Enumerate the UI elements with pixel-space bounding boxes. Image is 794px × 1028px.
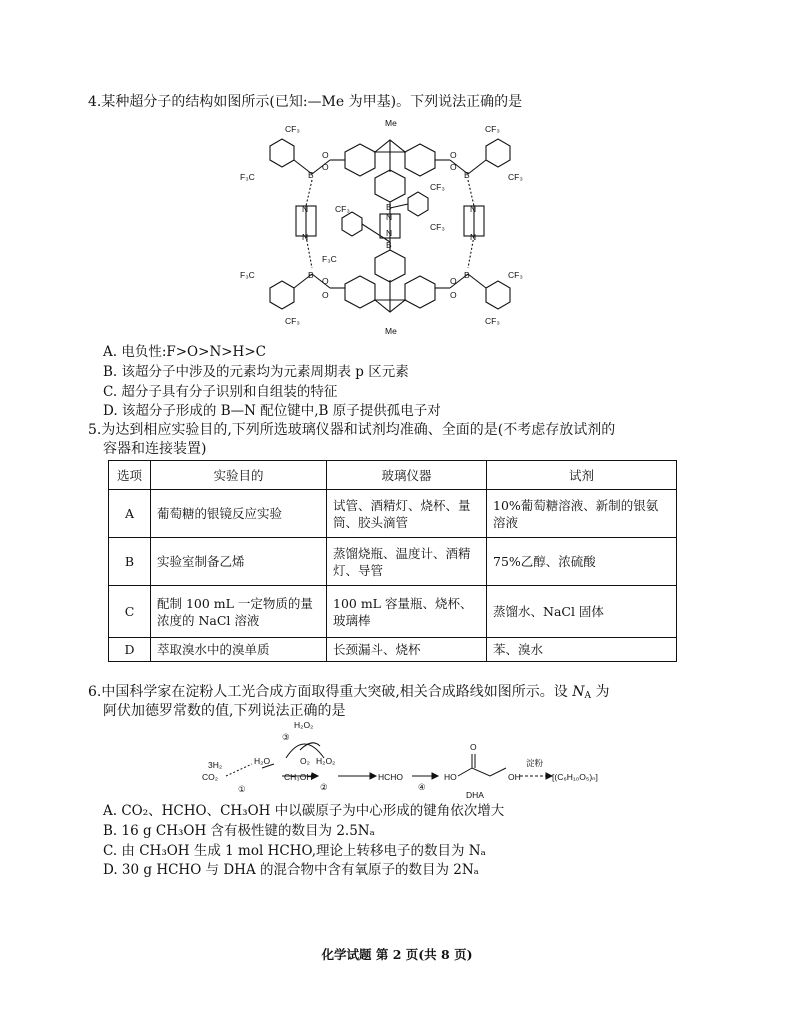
cell-glassware: 试管、酒精灯、烧杯、量筒、胶头滴管 bbox=[327, 490, 487, 538]
cell-glassware: 100 mL 容量瓶、烧杯、玻璃棒 bbox=[327, 586, 487, 638]
q4-stem: 4.某种超分子的结构如图所示(已知:—Me 为甲基)。下列说法正确的是 bbox=[88, 94, 523, 110]
table-row bbox=[109, 586, 677, 638]
q4-option-a: A. 电负性:F>O>N>H>C bbox=[103, 344, 266, 360]
svg-text:N: N bbox=[386, 212, 393, 222]
svg-text:O₂: O₂ bbox=[300, 756, 310, 766]
cell-goal: 葡萄糖的银镜反应实验 bbox=[151, 490, 327, 538]
svg-text:OH: OH bbox=[508, 772, 521, 782]
svg-text:H₂O: H₂O bbox=[254, 756, 271, 766]
q5-stem-line1: 5.为达到相应实验目的,下列所选玻璃仪器和试剂均准确、全面的是(不考虑存放试剂的 bbox=[88, 422, 616, 438]
table-row bbox=[109, 638, 677, 662]
q6-option-c: C. 由 CH₃OH 生成 1 mol HCHO,理论上转移电子的数目为 Nₐ bbox=[103, 843, 486, 859]
q6-option-d: D. 30 g HCHO 与 DHA 的混合物中含有氧原子的数目为 2Nₐ bbox=[103, 862, 479, 878]
svg-text:N: N bbox=[386, 228, 393, 238]
cell-option: D bbox=[109, 638, 151, 662]
page-footer: 化学试题 第 2 页(共 8 页) bbox=[321, 947, 473, 962]
svg-text:Me: Me bbox=[385, 326, 397, 336]
svg-text:B: B bbox=[308, 170, 314, 180]
svg-text:3H₂: 3H₂ bbox=[208, 760, 223, 770]
svg-text:CF₃: CF₃ bbox=[335, 204, 350, 214]
svg-text:淀粉: 淀粉 bbox=[526, 758, 544, 768]
table-row bbox=[109, 538, 677, 586]
svg-text:④: ④ bbox=[418, 782, 426, 792]
q6-option-b: B. 16 g CH₃OH 含有极性键的数目为 2.5Nₐ bbox=[103, 823, 375, 839]
svg-text:CF₃: CF₃ bbox=[285, 124, 300, 134]
svg-text:F₃C: F₃C bbox=[322, 254, 337, 264]
svg-text:B: B bbox=[464, 270, 470, 280]
svg-text:B: B bbox=[464, 170, 470, 180]
svg-text:O: O bbox=[322, 162, 329, 172]
header-goal: 实验目的 bbox=[151, 461, 327, 490]
q4-option-d: D. 该超分子形成的 B—N 配位键中,B 原子提供孤电子对 bbox=[103, 403, 441, 419]
svg-text:CF₃: CF₃ bbox=[508, 172, 523, 182]
q5-table bbox=[108, 460, 677, 662]
cell-glassware: 蒸馏烧瓶、温度计、酒精灯、导管 bbox=[327, 538, 487, 586]
svg-text:B: B bbox=[308, 270, 314, 280]
cell-reagent: 蒸馏水、NaCl 固体 bbox=[487, 586, 677, 638]
svg-text:O: O bbox=[450, 276, 457, 286]
q4-option-b: B. 该超分子中涉及的元素均为元素周期表 p 区元素 bbox=[103, 364, 409, 380]
svg-text:[(C₆H₁₀O₅)ₙ]: [(C₆H₁₀O₅)ₙ] bbox=[552, 772, 598, 782]
svg-text:HO: HO bbox=[444, 772, 457, 782]
svg-text:B: B bbox=[386, 202, 392, 212]
table-row bbox=[109, 490, 677, 538]
svg-text:B: B bbox=[386, 240, 392, 250]
svg-text:F₃C: F₃C bbox=[240, 172, 255, 182]
svg-text:O: O bbox=[450, 162, 457, 172]
svg-text:①: ① bbox=[238, 784, 246, 794]
svg-text:②: ② bbox=[320, 782, 328, 792]
svg-text:CF₃: CF₃ bbox=[485, 124, 500, 134]
cell-goal: 配制 100 mL 一定物质的量浓度的 NaCl 溶液 bbox=[151, 586, 327, 638]
svg-text:N: N bbox=[470, 232, 477, 242]
svg-text:CH₃OH: CH₃OH bbox=[284, 772, 313, 782]
q5-stem-line2: 容器和连接装置) bbox=[103, 441, 207, 457]
svg-text:O: O bbox=[450, 150, 457, 160]
cell-option: A bbox=[109, 490, 151, 538]
cell-reagent: 苯、溴水 bbox=[487, 638, 677, 662]
svg-text:O: O bbox=[450, 290, 457, 300]
cell-glassware: 长颈漏斗、烧杯 bbox=[327, 638, 487, 662]
header-reagent: 试剂 bbox=[487, 461, 677, 490]
svg-text:CF₃: CF₃ bbox=[285, 316, 300, 326]
svg-text:N: N bbox=[302, 232, 309, 242]
svg-text:F₃C: F₃C bbox=[240, 270, 255, 280]
svg-text:N: N bbox=[470, 204, 477, 214]
svg-text:H₂O₂: H₂O₂ bbox=[294, 720, 314, 730]
q4-option-c: C. 超分子具有分子识别和自组装的特征 bbox=[103, 384, 338, 400]
header-glassware: 玻璃仪器 bbox=[327, 461, 487, 490]
svg-text:DHA: DHA bbox=[466, 790, 484, 800]
supramolecule-structure-figure bbox=[230, 112, 550, 340]
q6-option-a: A. CO₂、HCHO、CH₃OH 中以碳原子为中心形成的键角依次增大 bbox=[103, 803, 505, 819]
header-option: 选项 bbox=[109, 461, 151, 490]
svg-text:③: ③ bbox=[282, 732, 290, 742]
cell-option: C bbox=[109, 586, 151, 638]
cell-goal: 萃取溴水中的溴单质 bbox=[151, 638, 327, 662]
cell-reagent: 75%乙醇、浓硫酸 bbox=[487, 538, 677, 586]
svg-text:O: O bbox=[322, 290, 329, 300]
table-header-row bbox=[109, 461, 677, 490]
starch-synthesis-route-diagram bbox=[200, 718, 598, 800]
svg-text:O: O bbox=[322, 276, 329, 286]
svg-text:O: O bbox=[322, 150, 329, 160]
cell-option: B bbox=[109, 538, 151, 586]
q6-stem-line1: 6.中国科学家在淀粉人工光合成方面取得重大突破,相关合成路线如图所示。设 $N_A$ 为 bbox=[88, 684, 610, 701]
svg-text:CO₂: CO₂ bbox=[202, 772, 219, 782]
svg-text:O: O bbox=[470, 742, 477, 752]
svg-text:N: N bbox=[302, 204, 309, 214]
q6-stem-line2: 阿伏加德罗常数的值,下列说法正确的是 bbox=[103, 703, 346, 719]
svg-text:CF₃: CF₃ bbox=[430, 182, 445, 192]
svg-text:CF₃: CF₃ bbox=[485, 316, 500, 326]
svg-text:H₂O₂: H₂O₂ bbox=[316, 756, 336, 766]
svg-text:CF₃: CF₃ bbox=[430, 222, 445, 232]
svg-text:HCHO: HCHO bbox=[378, 772, 404, 782]
svg-text:Me: Me bbox=[385, 118, 397, 128]
svg-text:CF₃: CF₃ bbox=[508, 270, 523, 280]
cell-reagent: 10%葡萄糖溶液、新制的银氨溶液 bbox=[487, 490, 677, 538]
cell-goal: 实验室制备乙烯 bbox=[151, 538, 327, 586]
